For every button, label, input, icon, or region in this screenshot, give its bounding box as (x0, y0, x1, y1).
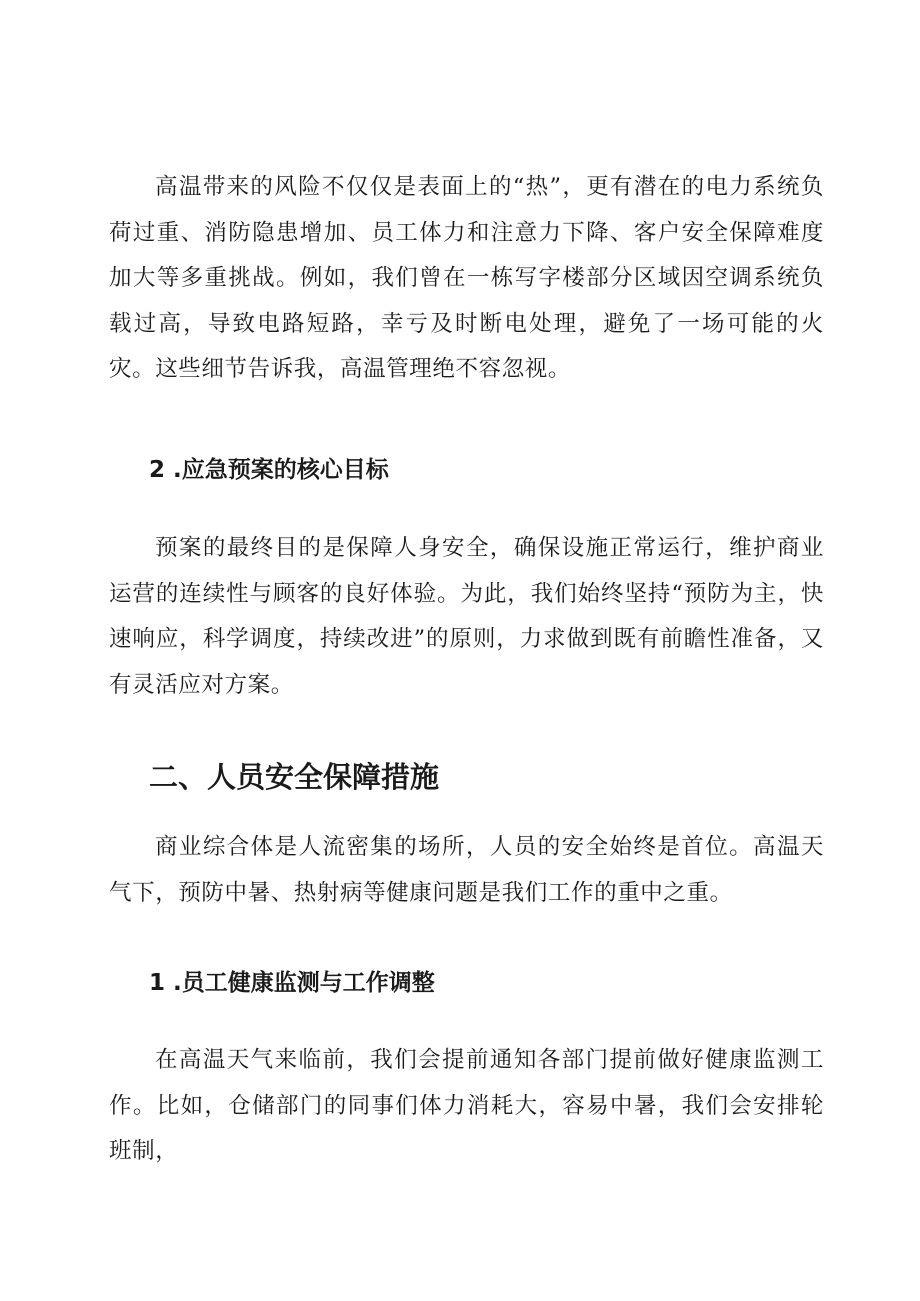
section-title-personnel-safety: 二、人员安全保障措施 (149, 760, 440, 794)
subheading-employee-health-monitoring: 1 .员工健康监测与工作调整 (149, 970, 435, 996)
paragraph-health-monitoring: 在高温天气来临前，我们会提前通知各部门提前做好健康监测工作。比如，仓储部门的同事们体力消耗大，容易中暑，我们会安排轮班制， (109, 1047, 824, 1164)
paragraph-heat-risks: 高温带来的风险不仅仅是表面上的“热”，更有潜在的电力系统负荷过重、消防隐患增加、员工体力和注意力下降、客户安全保障难度加大等多重挑战。例如，我们曾在一栋写字楼部分区域因空调系统负载过高，导致电路短路，幸亏及时断电处理，避免了一场可能的火灾。这些细节告诉我，高温管理绝不容忽视。 (109, 174, 824, 382)
paragraph-personnel-safety-intro: 商业综合体是人流密集的场所，人员的安全始终是首位。高温天气下，预防中暑、热射病等健康问题是我们工作的重中之重。 (109, 834, 824, 906)
subheading-plan-core-goals: 2 .应急预案的核心目标 (149, 457, 389, 483)
paragraph-plan-goals: 预案的最终目的是保障人身安全，确保设施正常运行，维护商业运营的连续性与顾客的良好体验。为此，我们始终坚持“预防为主，快速响应，科学调度，持续改进”的原则，力求做到既有前瞻性准备，又有灵活应对方案。 (109, 535, 824, 698)
